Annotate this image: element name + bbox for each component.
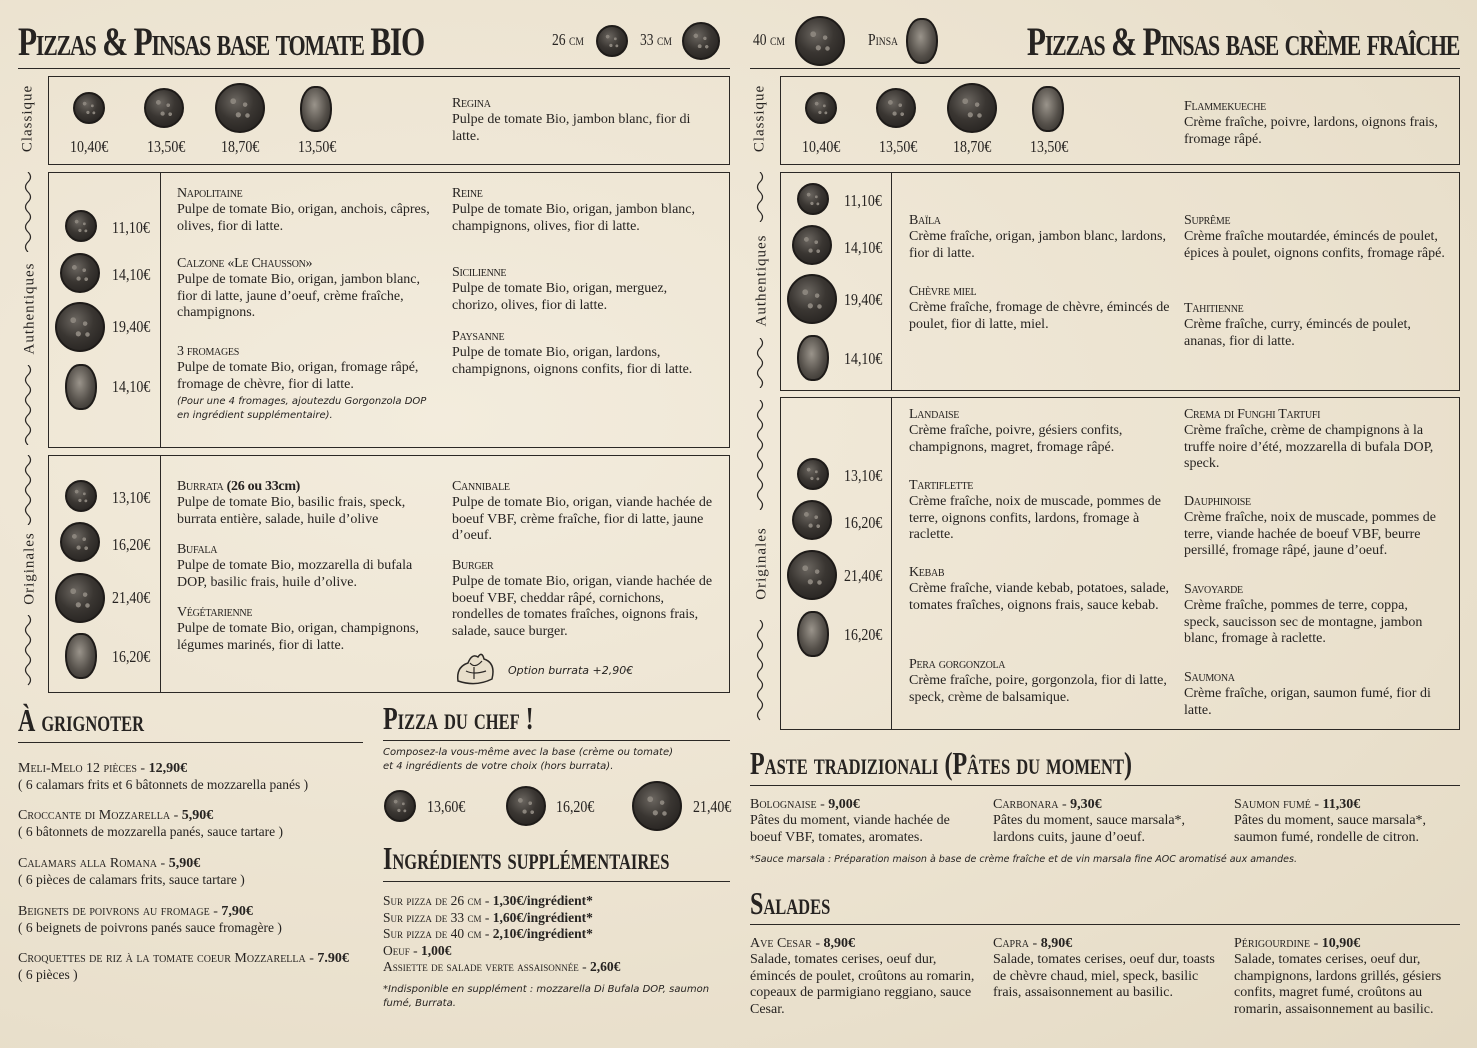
snack-price: 7,90€ (221, 904, 253, 919)
chef-price-33: 16,20€ (556, 797, 595, 816)
pizza-icon-26 (805, 92, 837, 124)
supplement-price: 2,60€ (589, 959, 621, 974)
item-name: Calzone «Le Chausson» (177, 256, 313, 271)
wavy-line-icon (754, 338, 766, 388)
menu-item (1184, 669, 1446, 719)
size-label-26: 26 cm (552, 30, 584, 49)
supplement-price: 1,60€/ingrédient* (492, 909, 593, 925)
price-pinsa: 14,10€ (844, 349, 883, 368)
supplement-name: Sur pizza de 33 cm (383, 909, 482, 925)
supplement-name: Assiette de salade verte assaisonnée (383, 959, 579, 974)
snack-price: 5,90€ (181, 808, 214, 823)
pasta-name: Saumon fumé (1234, 797, 1311, 812)
pizza-icon-40 (55, 573, 105, 623)
creme-originales-label: Originales (753, 527, 770, 600)
price-pinsa: 16,20€ (112, 647, 151, 666)
snack-name-line: Meli-Melo 12 pièces - 12,90€ (18, 761, 188, 776)
wavy-line-icon (754, 620, 766, 725)
grignoter-rule (18, 742, 363, 743)
menu-item (177, 541, 439, 591)
item-desc: Crème fraîche, origan, jambon blanc, lardons, fior di latte. (909, 229, 1166, 261)
size-icon-26 (596, 25, 628, 57)
item-desc: Crème fraîche, pommes de terre, coppa, speck, saucisson sec de montagne, jambon blanc, fromage à raclette. (1184, 598, 1423, 646)
supplement-item: Sur pizza de 26 cm - 1,30€/ingrédient* (383, 893, 593, 908)
snack-item (18, 950, 349, 983)
menu-item (177, 478, 439, 528)
tomate-classique-label: Classique (19, 84, 36, 153)
grignoter-title: À grignoter (18, 702, 145, 738)
supplements-rule (383, 881, 730, 882)
pinsa-icon (65, 633, 97, 679)
item-desc: Pulpe de tomate Bio, origan, anchois, câpres, olives, fior di latte. (177, 202, 430, 234)
tomate-originales-label: Originales (21, 532, 38, 605)
salad-item (1234, 935, 1459, 1018)
supplement-price: 1,00€ (421, 942, 452, 958)
menu-item (909, 406, 1171, 456)
chef-rule (383, 740, 730, 741)
paste-rule (750, 785, 1460, 786)
pasta-price: 11,30€ (1322, 797, 1361, 812)
pinsa-icon (65, 364, 97, 410)
item-desc: Crème fraîche, viande kebab, potatoes, salade, tomates fraîches, oignons frais, sauce kebab. (909, 581, 1170, 613)
pizza-icon-33 (60, 253, 100, 293)
item-note: (Pour une 4 fromages, ajoutezdu Gorgonzola DOP en ingrédient supplémentaire). (177, 396, 427, 421)
snack-name: Croquettes de riz à la tomate coeur Mozzarella (18, 951, 306, 966)
salad-item (750, 935, 975, 1018)
pinsa-icon (797, 335, 829, 381)
option-burrata: Option burrata +2,90€ (508, 664, 634, 677)
item-desc: Crème fraîche, poire, gorgonzola, fior di latte, speck, crème de balsamique. (909, 673, 1167, 705)
item-name: Paysanne (452, 329, 505, 344)
item-name-extra: (26 ou 33cm) (226, 479, 301, 494)
pizza-icon-40 (55, 302, 105, 352)
menu-item (909, 283, 1171, 333)
size-icon-40 (795, 16, 845, 66)
pinsa-icon (797, 611, 829, 657)
price-40: 18,70€ (953, 137, 992, 156)
pizza-icon-40 (787, 274, 837, 324)
column-divider (891, 172, 892, 391)
item-name: Landaise (909, 407, 960, 422)
item-name: Saumona (1184, 670, 1235, 685)
item-desc: Crème fraîche, fromage de chèvre, émincés de poulet, fior di latte, miel. (909, 300, 1170, 332)
wavy-line-icon (754, 400, 766, 510)
supplement-name: Sur pizza de 40 cm (383, 926, 482, 941)
item-desc: Pulpe de tomate Bio, origan, jambon blanc, champignons, olives, fior di latte. (452, 202, 696, 234)
column-divider (160, 172, 161, 448)
menu-item (452, 557, 714, 640)
salad-price: 10,90€ (1321, 936, 1361, 951)
item-desc: Pulpe de tomate Bio, origan, fromage râpé, fromage de chèvre, fior di latte. (177, 360, 419, 392)
chef-price-26: 13,60€ (427, 797, 466, 816)
snack-name: Croccante di Mozzarella (18, 808, 171, 823)
snack-price: 12,90€ (148, 761, 188, 776)
snack-name-line: Croccante di Mozzarella - 5,90€ (18, 808, 214, 823)
wavy-line-icon (754, 172, 766, 222)
price-40: 18,70€ (221, 137, 260, 156)
item-desc: Crème fraîche moutardée, émincés de poulet, épices à poulet, oignons confits, fromage râpé. (1184, 229, 1445, 261)
item-name-text: Burrata (177, 479, 224, 494)
item-name: Cannibale (452, 479, 510, 494)
menu-item (177, 255, 439, 322)
price-26: 11,10€ (844, 191, 882, 210)
item-name: Napolitaine (177, 186, 243, 201)
supplement-name: Oeuf (383, 942, 410, 958)
price-40: 19,40€ (112, 317, 151, 336)
price-pinsa: 14,10€ (112, 377, 151, 396)
pinsa-icon (1032, 86, 1064, 132)
snack-desc: ( 6 beignets de poivrons panés sauce fromagère ) (18, 920, 282, 935)
right-header-title: Pizzas & Pinsas base crème fraîche (1026, 19, 1459, 64)
menu-item (1184, 581, 1446, 648)
menu-item (1184, 98, 1446, 148)
item-name: Bufala (177, 542, 218, 557)
item-desc: Crème fraîche, poivre, lardons, oignons frais, fromage râpé. (1184, 115, 1438, 147)
price-33: 16,20€ (844, 513, 883, 532)
item-name: Dauphinoise (1184, 494, 1251, 509)
wavy-line-icon (22, 455, 34, 525)
item-desc: Crème fraîche, poivre, gésiers confits, champignons, magret, fromage râpé. (909, 423, 1123, 455)
wavy-line-icon (22, 615, 34, 690)
header-rule-left (18, 68, 730, 69)
menu-item (1184, 212, 1446, 262)
pizza-icon-26 (797, 458, 829, 490)
salad-desc: Salade, tomates cerises, oeuf dur, émincés de poulet, croûtons au romarin, copeaux de parmigiano reggiano, sauce Cesar. (750, 952, 975, 1017)
supplements-title: Ingrédients supplémentaires (383, 840, 670, 876)
item-name: Sicilienne (452, 265, 507, 280)
pizza-icon-33 (60, 522, 100, 562)
salad-name: Ave Cesar (750, 936, 812, 951)
price-pinsa: 13,50€ (1030, 137, 1069, 156)
supplement-price: 2,10€/ingrédient* (492, 926, 593, 941)
menu-item (1184, 406, 1446, 473)
pasta-item (750, 796, 975, 846)
price-40: 21,40€ (844, 566, 883, 585)
wavy-line-icon (22, 365, 34, 445)
chef-title: Pizza du chef ! (383, 700, 534, 736)
item-name: 3 fromages (177, 344, 239, 359)
price-33: 16,20€ (112, 535, 151, 554)
paste-note: *Sauce marsala : Préparation maison à base de crème fraîche et de vin marsala fine AOC aromatisé aux amandes. (750, 854, 1297, 865)
snack-name-line: Calamars alla Romana - 5,90€ (18, 856, 201, 871)
menu-item (909, 656, 1171, 706)
snack-name: Beignets de poivrons au fromage (18, 904, 210, 919)
item-name: Savoyarde (1184, 582, 1243, 597)
menu-item (177, 604, 439, 654)
item-desc: Pulpe de tomate Bio, mozzarella di bufala DOP, basilic frais, huile d’olive. (177, 558, 413, 590)
creme-classique-label: Classique (751, 84, 768, 153)
supplement-item: Oeuf - 1,00€ (383, 942, 452, 958)
item-desc: Pulpe de tomate Bio, jambon blanc, fior di latte. (452, 112, 691, 144)
item-name: Végétarienne (177, 605, 253, 620)
price-40: 21,40€ (112, 588, 151, 607)
price-33: 13,50€ (879, 137, 918, 156)
snack-name: Calamars alla Romana (18, 856, 158, 871)
price-26: 10,40€ (70, 137, 109, 156)
pasta-price: 9,00€ (828, 797, 860, 812)
item-desc: Pulpe de tomate Bio, origan, lardons, champignons, oignons confits, fior di latte. (452, 345, 693, 377)
supplement-item: Assiette de salade verte assaisonnée - 2,60€ (383, 959, 621, 974)
pizza-icon-33 (506, 786, 546, 826)
size-label-40: 40 cm (753, 30, 785, 49)
supplement-price: 1,30€/ingrédient* (492, 893, 593, 908)
supplements-note: *Indisponible en supplément : mozzarella Di Bufala DOP, saumon fumé, Burrata. (383, 984, 710, 1009)
snack-price: 7.90€ (317, 951, 349, 966)
salad-name-line: Périgourdine - 10,90€ (1234, 936, 1361, 951)
snack-name-line: Croquettes de riz à la tomate coeur Mozzarella - 7.90€ (18, 951, 349, 966)
item-desc: Crème fraîche, curry, émincés de poulet, ananas, fior di latte. (1184, 317, 1411, 349)
price-33: 14,10€ (844, 238, 883, 257)
item-name: Crema di Funghi Tartufi (1184, 407, 1321, 422)
item-desc: Pulpe de tomate Bio, origan, viande hachée de boeuf VBF, crème fraîche, fior di latte, jaune d’oeuf. (452, 495, 713, 543)
item-desc: Pulpe de tomate Bio, origan, merguez, chorizo, olives, fior di latte. (452, 281, 668, 313)
size-icon-pinsa (906, 18, 938, 64)
snack-price: 5,90€ (168, 856, 201, 871)
item-desc: Pulpe de tomate Bio, origan, viande hachée de boeuf VBF, cheddar râpé, cornichons, rondelles de tomates fraîches, oignons frais, salade, sauce burger. (452, 574, 713, 639)
menu-item (452, 478, 714, 545)
item-name: Flammekueche (1184, 99, 1266, 114)
pasta-desc: Pâtes du moment, viande hachée de boeuf VBF, tomates, aromates. (750, 813, 950, 845)
salad-price: 8,90€ (823, 936, 856, 951)
pizza-icon-26 (384, 790, 416, 822)
pasta-price: 9,30€ (1070, 797, 1102, 812)
pizza-icon-40 (215, 83, 265, 133)
menu-item (177, 343, 439, 423)
pizza-icon-26 (65, 210, 97, 242)
menu-item (177, 185, 439, 235)
wavy-line-icon (22, 172, 34, 252)
item-desc: Pulpe de tomate Bio, basilic frais, speck, burrata entière, salade, huile d’olive (177, 495, 406, 527)
size-label-pinsa: Pinsa (868, 30, 898, 49)
menu-item (452, 264, 714, 314)
pasta-name: Carbonara (993, 797, 1059, 812)
snack-item (18, 760, 308, 793)
pizza-icon-26 (797, 183, 829, 215)
menu-item (909, 477, 1171, 544)
menu-item (452, 95, 714, 145)
salad-name-line: Capra - 8,90€ (993, 936, 1073, 951)
item-desc: Crème fraîche, noix de muscade, pommes de terre, viande hachée de boeuf VBF, beurre persillé, fromage râpé, jaune d’oeuf. (1184, 510, 1436, 558)
pizza-icon-33 (144, 88, 184, 128)
price-26: 10,40€ (802, 137, 841, 156)
item-name: Burger (452, 558, 494, 573)
column-divider (160, 455, 161, 693)
pinsa-icon (300, 86, 332, 132)
pizza-icon-26 (73, 92, 105, 124)
salades-title: Salades (750, 885, 831, 921)
salad-item (993, 935, 1218, 1002)
item-desc: Pulpe de tomate Bio, origan, champignons, légumes marinés, fior di latte. (177, 621, 419, 653)
header-rule-right (750, 68, 1460, 69)
size-icon-33 (682, 22, 720, 60)
column-divider (891, 397, 892, 730)
price-33: 13,50€ (147, 137, 186, 156)
item-desc: Crème fraîche, origan, saumon fumé, fior di latte. (1184, 686, 1431, 718)
snack-item (18, 807, 283, 840)
paste-title: Paste tradizionali (Pâtes du moment) (750, 745, 1132, 781)
pasta-name-line: Saumon fumé - 11,30€ (1234, 797, 1361, 812)
snack-desc: ( 6 bâtonnets de mozzarella panés, sauce tartare ) (18, 824, 283, 839)
item-desc: Crème fraîche, noix de muscade, pommes de terre, oignons confits, lardons, fromage à raclette. (909, 494, 1161, 542)
supplement-item: Sur pizza de 33 cm - 1,60€/ingrédient* (383, 909, 593, 925)
pizza-icon-33 (876, 88, 916, 128)
item-name (177, 478, 439, 495)
size-label-33: 33 cm (640, 30, 672, 49)
pasta-item (1234, 796, 1459, 846)
pizza-icon-40 (947, 83, 997, 133)
pizza-icon-40 (632, 781, 682, 831)
pasta-item (993, 796, 1218, 846)
pizza-icon-33 (792, 225, 832, 265)
item-name: Pera gorgonzola (909, 657, 1006, 672)
snack-item (18, 903, 282, 936)
item-desc: Pulpe de tomate Bio, origan, jambon blanc, fior di latte, jaune d’oeuf, crème fraîche, champignons. (177, 272, 421, 320)
salades-rule (750, 924, 1460, 925)
price-33: 14,10€ (112, 265, 151, 284)
salad-desc: Salade, tomates cerises, oeuf dur, toasts de chèvre chaud, miel, speck, basilic frais, assaisonnement au basilic. (993, 952, 1215, 1000)
snack-name: Meli-Melo 12 pièces (18, 761, 137, 776)
item-desc: Crème fraîche, crème de champignons à la truffe noire d’été, mozzarella di bufala DOP, speck. (1184, 423, 1434, 471)
price-40: 19,40€ (844, 290, 883, 309)
menu-item (1184, 493, 1446, 560)
pasta-name-line: Carbonara - 9,30€ (993, 797, 1102, 812)
tomate-authentiques-label: Authentiques (21, 262, 38, 355)
menu-item (1184, 300, 1446, 350)
snack-desc: ( 6 pièces de calamars frits, sauce tartare ) (18, 872, 245, 887)
supplements-list (383, 893, 620, 976)
chef-note: Composez-la vous-même avec la base (crème ou tomate) et 4 ingrédients de votre choix (hors burrata). (383, 747, 673, 772)
price-pinsa: 16,20€ (844, 625, 883, 644)
item-name: Suprême (1184, 213, 1231, 228)
pizza-icon-33 (792, 500, 832, 540)
snack-name-line: Beignets de poivrons au fromage - 7,90€ (18, 904, 253, 919)
supplement-name: Sur pizza de 26 cm (383, 893, 482, 908)
menu-item (909, 564, 1171, 614)
chef-price-40: 21,40€ (693, 797, 732, 816)
snack-desc: ( 6 calamars frits et 6 bâtonnets de mozzarella panés ) (18, 777, 309, 792)
pasta-desc: Pâtes du moment, sauce marsala*, saumon fumé, rondelle de citron. (1234, 813, 1427, 845)
item-name: Reine (452, 186, 483, 201)
price-pinsa: 13,50€ (298, 137, 337, 156)
pasta-desc: Pâtes du moment, sauce marsala*, lardons cuits, jaune d’oeuf. (993, 813, 1186, 845)
menu-item (452, 185, 714, 235)
price-26: 13,10€ (844, 466, 883, 485)
item-name: Baïla (909, 213, 941, 228)
item-name: Chèvre miel (909, 284, 977, 299)
salad-name-line: Ave Cesar - 8,90€ (750, 936, 856, 951)
item-name: Tahitienne (1184, 301, 1244, 316)
salad-name: Capra (993, 936, 1030, 951)
pasta-name-line: Bolognaise - 9,00€ (750, 797, 860, 812)
left-header-title: Pizzas & Pinsas base tomate BIO (18, 19, 425, 64)
burrata-icon (452, 647, 498, 687)
price-26: 11,10€ (112, 218, 150, 237)
pizza-icon-26 (65, 480, 97, 512)
salad-desc: Salade, tomates cerises, oeuf dur, champignons, lardons grillés, gésiers confits, magret fumé, croûtons au romarin, assaisonnement au basilic. (1234, 952, 1442, 1017)
menu-item (909, 212, 1171, 262)
salad-name: Périgourdine (1234, 936, 1311, 951)
creme-authentiques-label: Authentiques (753, 234, 770, 327)
pasta-name: Bolognaise (750, 797, 817, 812)
item-name: Regina (452, 96, 491, 111)
supplement-item: Sur pizza de 40 cm - 2,10€/ingrédient* (383, 926, 593, 941)
snack-item (18, 855, 245, 888)
price-26: 13,10€ (112, 488, 151, 507)
menu-item (452, 328, 714, 378)
salad-price: 8,90€ (1040, 936, 1073, 951)
item-name: Kebab (909, 565, 945, 580)
snack-desc: ( 6 pièces ) (18, 967, 78, 982)
pizza-icon-40 (787, 550, 837, 600)
item-name: Tartiflette (909, 478, 974, 493)
